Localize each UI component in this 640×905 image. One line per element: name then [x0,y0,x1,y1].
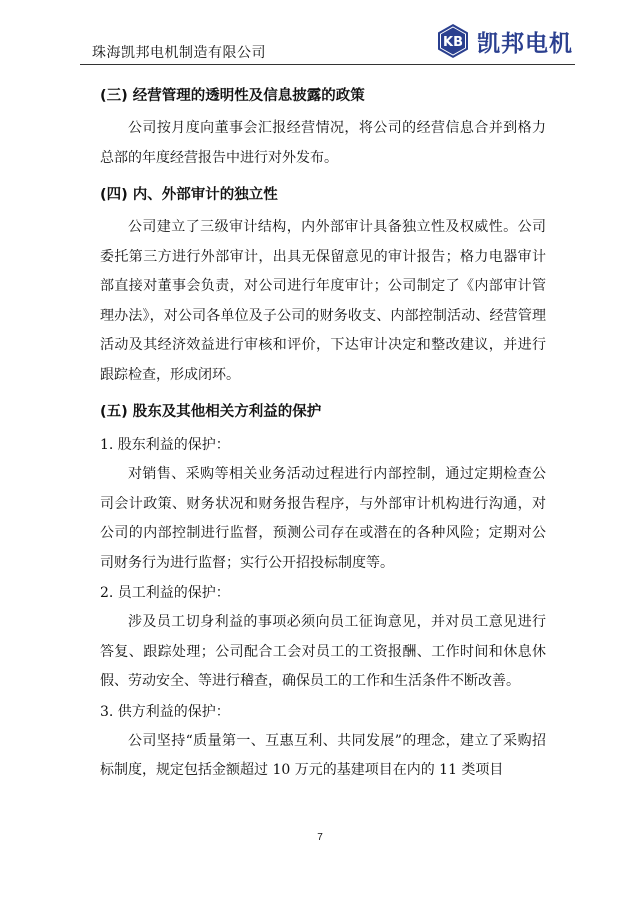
kb-logo-icon [435,23,471,59]
shareholder-protection-label: 1. 股东利益的保护： [100,437,230,453]
page-header [70,18,575,68]
section-4-heading: (四) 内、外部审计的独立性 [100,187,278,203]
page-number: 7 [317,832,323,843]
section-3-heading: (三) 经营管理的透明性及信息披露的政策 [100,88,365,104]
employee-protection-paragraph: 涉及员工切身利益的事项必须向员工征询意见，并对员工意见进行答复、跟踪处理；公司配合工会对员工的工资报酬、工作时间和休息休假、劳动安全、等进行稽查，确保员工的工作和生活条件不断改善。 [100,614,546,689]
company-name: 珠海凯邦电机制造有限公司 [92,45,266,61]
section-5-heading: (五) 股东及其他相关方利益的保护 [100,404,322,420]
section-4-paragraph: 公司建立了三级审计结构，内外部审计具备独立性及权威性。公司委托第三方进行外部审计，出具无保留意见的审计报告；格力电器审计部直接对董事会负责，对公司进行年度审计；公司制定了《内部审计管理办法》，对公司各单位及子公司的财务收支、内部控制活动、经营管理活动及其经济效益进行审核和评价，下达审计决定和整改建议，并进行跟踪检查，形成闭环。 [100,219,546,383]
header-rule [80,64,575,65]
document-body [100,78,546,786]
section-3-paragraph: 公司按月度向董事会汇报经营情况，将公司的经营信息合并到格力总部的年度经营报告中进行对外发布。 [100,120,546,166]
logo-badge-text: KB [443,35,463,50]
employee-protection-label: 2. 员工利益的保护： [100,585,230,601]
company-logo [435,22,575,60]
supplier-protection-label: 3. 供方利益的保护： [100,703,230,720]
supplier-protection-paragraph: 公司坚持“质量第一、互惠互利、共同发展”的理念，建立了采购招标制度，规定包括金额超过 10 万元的基建项目在内的 11 类项目 [100,732,546,778]
shareholder-protection-paragraph: 对销售、采购等相关业务活动过程进行内部控制，通过定期检查公司会计政策、财务状况和财务报告程序，与外部审计机构进行沟通，对公司的内部控制进行监督，预测公司存在或潜在的各种风险；定期对公司财务行为进行监督；实行公开招投标制度等。 [100,466,546,571]
logo-text: 凯邦电机 [477,30,573,57]
